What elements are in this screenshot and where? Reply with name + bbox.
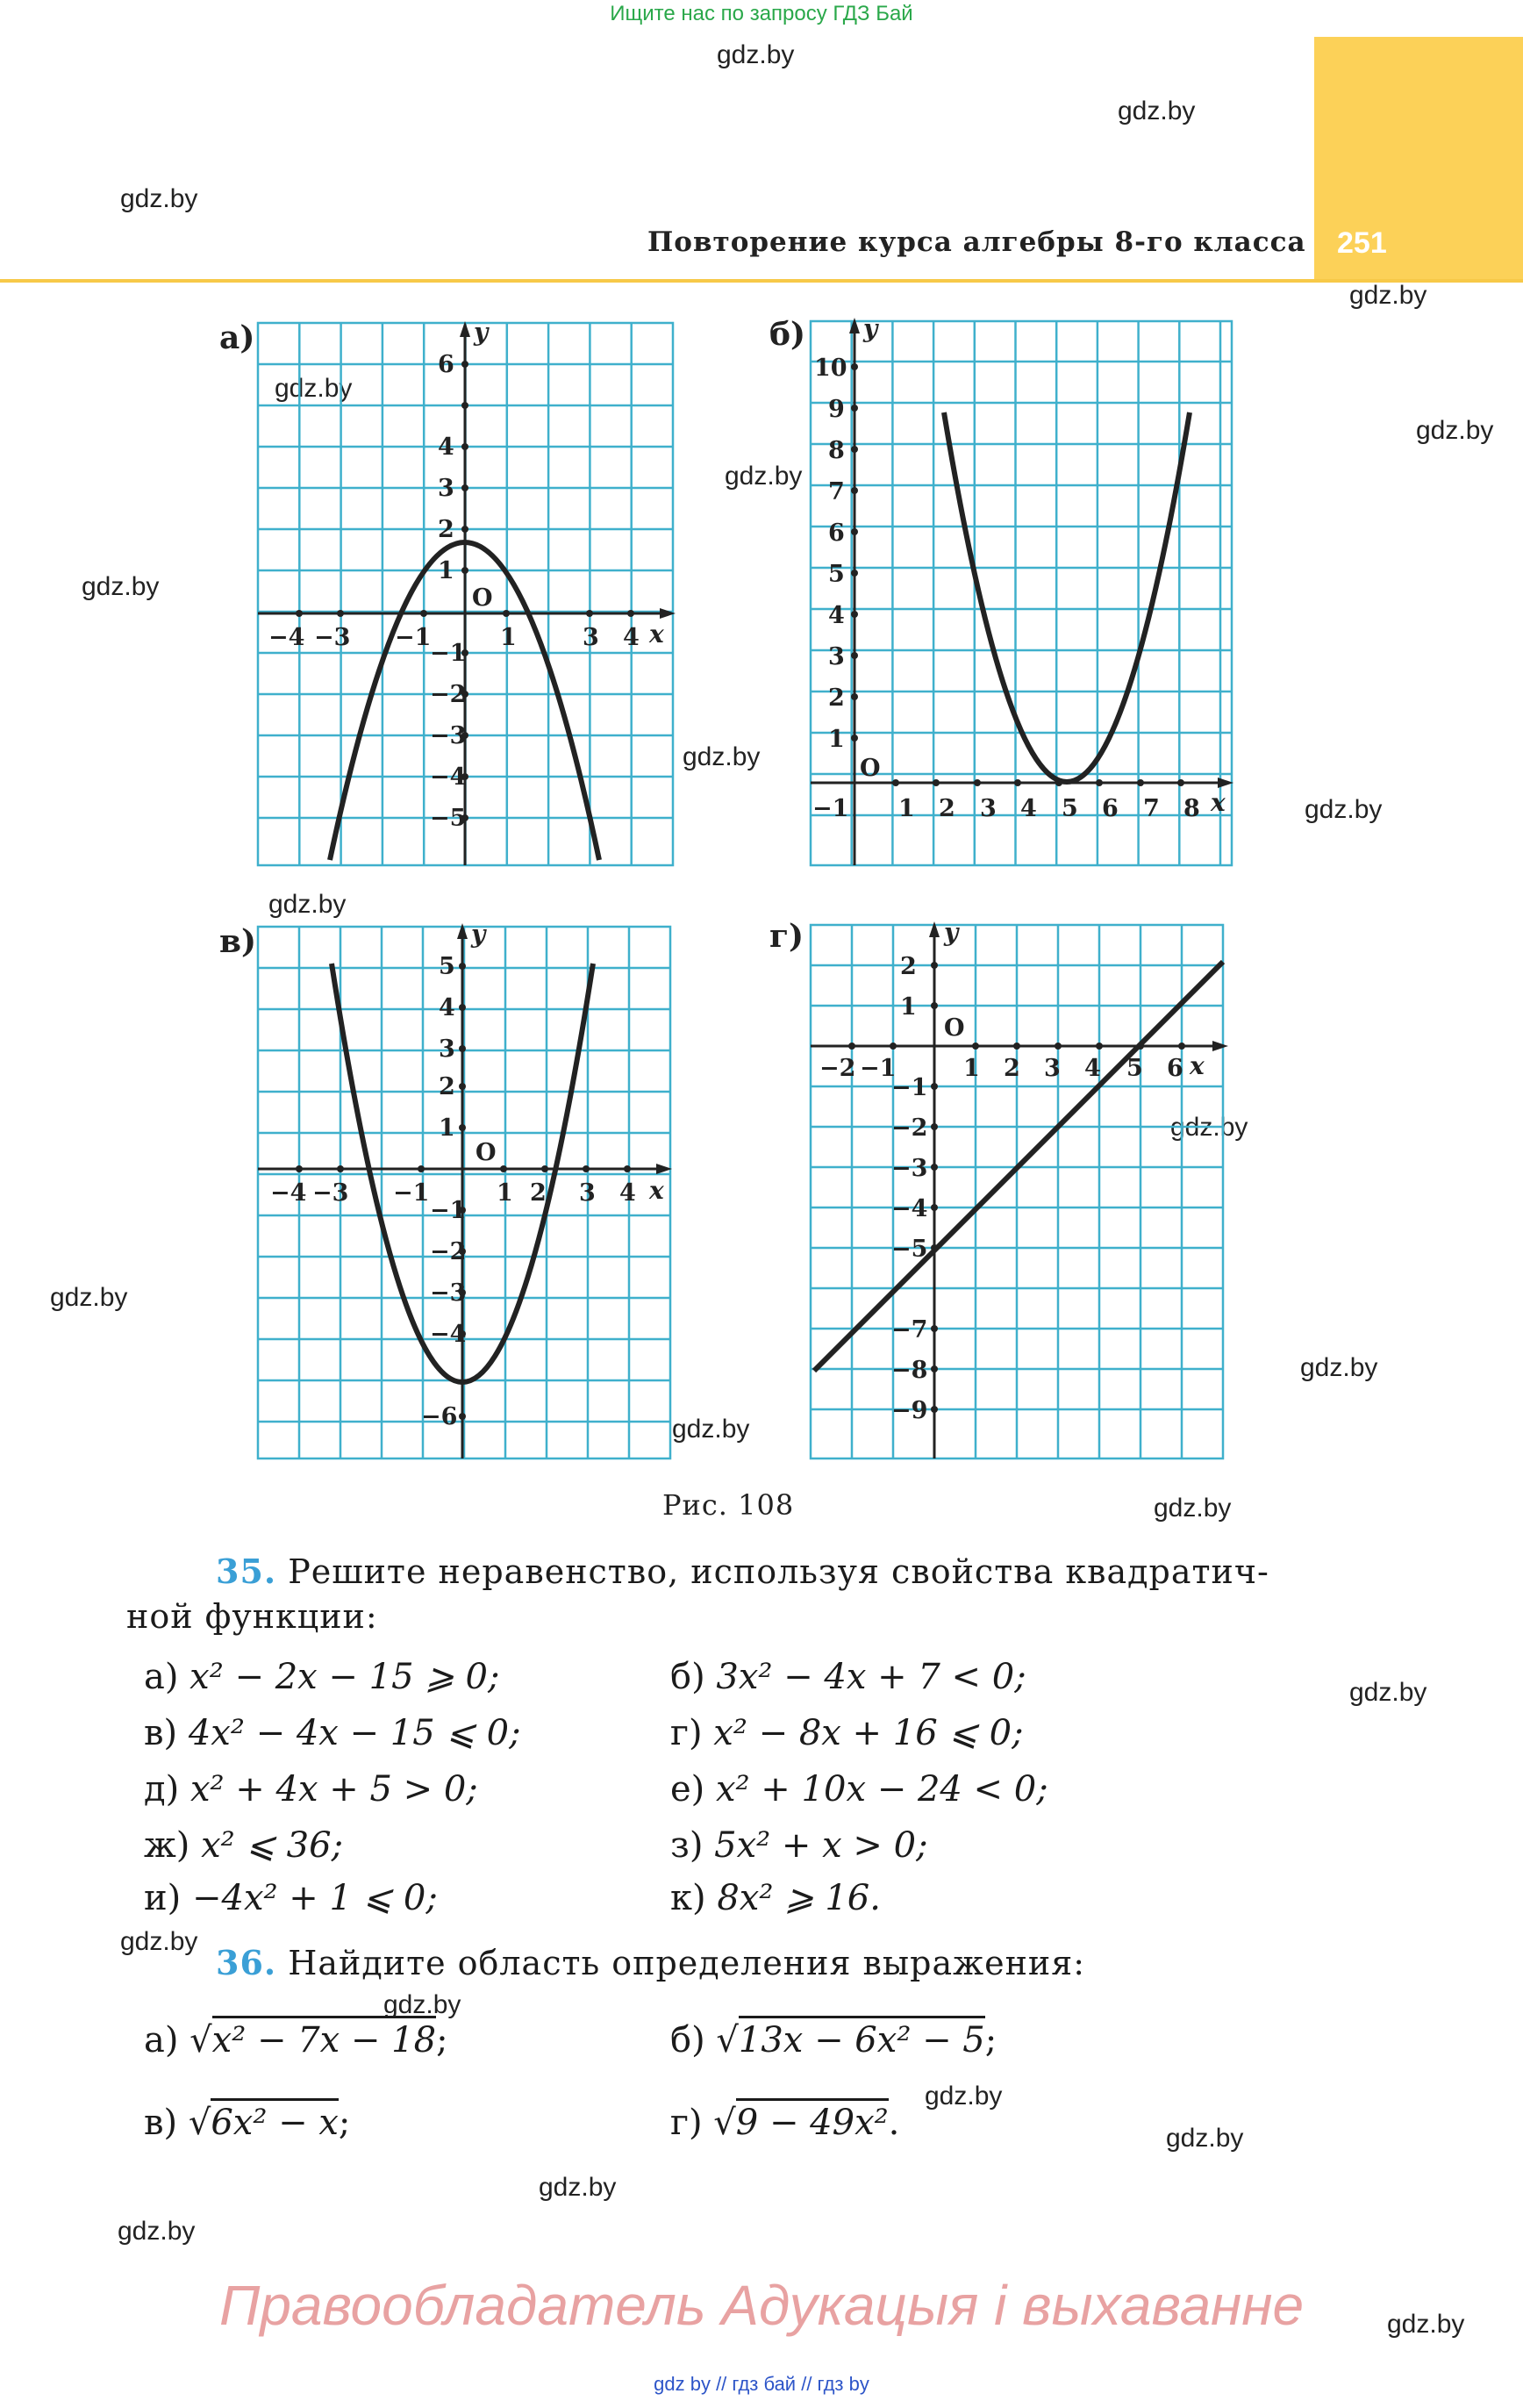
- item-expression: x² + 4x + 5 > 0;: [189, 1769, 478, 1810]
- y-tick: −5: [430, 805, 467, 832]
- watermark: gdz.by: [1300, 1353, 1378, 1382]
- graph-c-label: в): [219, 923, 257, 960]
- y-tick: −6: [421, 1403, 458, 1430]
- graph-d-label: г): [769, 918, 804, 955]
- sqrt-symbol: √: [716, 2020, 739, 2060]
- item-expression: x² − 8x + 16 ⩽ 0;: [713, 1713, 1024, 1753]
- watermark: gdz.by: [120, 184, 198, 213]
- inequality-item: [670, 1878, 881, 1918]
- exercise-35-line1: [216, 1552, 1269, 1591]
- watermark: gdz.by: [1305, 795, 1383, 824]
- figure-caption: Рис. 108: [662, 1488, 795, 1522]
- domain-item: [670, 2020, 997, 2060]
- x-tick: 2: [530, 1179, 547, 1207]
- axis-arrows: [849, 318, 1233, 788]
- x-tick: −2: [819, 1055, 856, 1082]
- y-tick: −3: [891, 1155, 928, 1182]
- y-tick: −3: [430, 722, 467, 749]
- exercise-35-line2: ной функции:: [126, 1597, 378, 1636]
- item-label: в): [144, 2103, 178, 2143]
- item-tail: ;: [338, 2103, 351, 2143]
- y-tick: 4: [439, 994, 455, 1021]
- item-label: б): [670, 2020, 705, 2060]
- watermark: gdz.by: [1349, 1678, 1427, 1707]
- domain-item: [144, 2103, 350, 2143]
- x-tick: −4: [270, 1179, 307, 1207]
- graph-c: [258, 920, 672, 1458]
- copyright-notice: Правообладатель Адукацыя і выхаванне: [218, 2274, 1305, 2337]
- running-title: Повторение курса алгебры 8-го класса: [647, 226, 1306, 258]
- watermark: gdz.by: [717, 40, 795, 69]
- y-tick: 1: [439, 1114, 455, 1142]
- y-axis-label: y: [471, 920, 486, 949]
- item-label: з): [670, 1825, 704, 1866]
- graph-a: [258, 318, 676, 865]
- inequality-item: [670, 1825, 928, 1866]
- x-tick: −1: [395, 624, 432, 651]
- bottom-note[interactable]: gdz by // гдз бай // гдз by: [654, 2373, 869, 2395]
- x-tick: 6: [1102, 795, 1119, 822]
- radicand: 9 − 49x²: [736, 2098, 889, 2143]
- axis-arrows: [296, 923, 672, 1420]
- sqrt-symbol: √: [713, 2103, 736, 2143]
- y-tick: −3: [430, 1279, 467, 1307]
- watermark: gdz.by: [1416, 416, 1494, 445]
- graph-b: [811, 314, 1233, 865]
- item-label: к): [670, 1878, 706, 1918]
- watermark: gdz.by: [925, 2082, 1003, 2111]
- x-tick: −4: [268, 624, 305, 651]
- domain-item: [670, 2103, 899, 2143]
- x-tick: −1: [812, 795, 849, 822]
- header-rule: [0, 279, 1523, 283]
- domain-item: [144, 2020, 448, 2060]
- y-tick: 5: [439, 953, 455, 980]
- y-tick: 2: [900, 953, 917, 980]
- inequality-item: [670, 1769, 1048, 1810]
- watermark: gdz.by: [50, 1283, 128, 1312]
- x-tick: −1: [393, 1179, 430, 1207]
- y-axis-label: y: [474, 318, 489, 347]
- inequality-item: [670, 1713, 1024, 1753]
- item-expression: −4x² + 1 ⩽ 0;: [191, 1878, 438, 1918]
- y-tick: 6: [438, 351, 454, 378]
- item-expression: 5x² + x > 0;: [714, 1825, 928, 1866]
- y-axis-label: y: [944, 918, 959, 947]
- x-tick: 1: [497, 1179, 513, 1207]
- graph-a-label: а): [219, 319, 255, 356]
- x-axis-label: x: [649, 1176, 664, 1205]
- origin-label: O: [944, 1014, 965, 1042]
- y-tick: 2: [828, 684, 845, 712]
- exercise-36-line1: [216, 1943, 1085, 1982]
- inequality-item: [144, 1825, 343, 1866]
- x-tick: 3: [980, 795, 997, 822]
- y-tick: −2: [891, 1114, 928, 1142]
- y-axis-label: y: [863, 314, 878, 343]
- item-label: г): [670, 1713, 703, 1753]
- x-tick: 4: [623, 624, 640, 651]
- x-tick: −3: [312, 1179, 349, 1207]
- watermark: gdz.by: [1387, 2310, 1465, 2339]
- item-label: в): [144, 1713, 178, 1753]
- parabola-curve: [944, 412, 1190, 782]
- top-note[interactable]: Ищите нас по запросу ГДЗ Бай: [610, 2, 913, 25]
- sqrt-symbol: √: [189, 2020, 212, 2060]
- origin-label: O: [860, 755, 881, 782]
- x-tick: −3: [314, 624, 351, 651]
- x-tick: 5: [1062, 795, 1078, 822]
- item-label: б): [670, 1657, 705, 1697]
- page-number: 251: [1337, 226, 1387, 260]
- watermark: gdz.by: [672, 1415, 750, 1444]
- x-tick: 5: [1126, 1055, 1143, 1082]
- y-tick: −4: [430, 763, 467, 791]
- item-label: а): [144, 1657, 179, 1697]
- item-tail: .: [888, 2103, 900, 2143]
- y-tick: −1: [891, 1074, 928, 1101]
- y-tick: 1: [438, 557, 454, 584]
- watermark: gdz.by: [1170, 1113, 1248, 1142]
- x-axis-label: x: [1190, 1051, 1205, 1080]
- item-expression: 8x² ⩾ 16.: [717, 1878, 881, 1918]
- watermark: gdz.by: [1154, 1494, 1232, 1523]
- x-tick: 2: [939, 795, 955, 822]
- item-tail: ;: [984, 2020, 997, 2060]
- y-tick: −2: [430, 681, 467, 708]
- y-tick: −7: [891, 1316, 928, 1344]
- inequality-item: [144, 1713, 521, 1753]
- y-tick: 3: [828, 643, 845, 670]
- watermark: gdz.by: [539, 2173, 617, 2202]
- y-tick: −4: [430, 1321, 467, 1348]
- graph-d: [811, 918, 1228, 1458]
- y-tick: 1: [828, 726, 845, 753]
- watermark: gdz.by: [268, 890, 347, 919]
- graph-b-label: б): [769, 316, 806, 353]
- watermark: gdz.by: [118, 2217, 196, 2246]
- x-tick: 4: [1020, 795, 1037, 822]
- item-tail: ;: [436, 2020, 448, 2060]
- y-tick: 2: [439, 1073, 455, 1100]
- radicand: 6x² − x: [211, 2098, 339, 2143]
- item-label: а): [144, 2020, 179, 2060]
- x-tick: −1: [860, 1055, 897, 1082]
- y-tick: 6: [828, 520, 845, 547]
- item-label: д): [144, 1769, 180, 1810]
- x-tick: 3: [1044, 1055, 1061, 1082]
- radicand: 13x − 6x² − 5: [739, 2016, 985, 2060]
- item-expression: x² ⩽ 36;: [201, 1825, 344, 1866]
- y-tick: 4: [438, 434, 454, 461]
- watermark: gdz.by: [275, 374, 353, 403]
- watermark: gdz.by: [1349, 281, 1427, 310]
- watermark: gdz.by: [82, 572, 160, 601]
- y-tick: −8: [891, 1357, 928, 1384]
- y-tick: 8: [828, 437, 845, 464]
- origin-label: O: [475, 1139, 497, 1166]
- exercise-text: Решите неравенство, используя свойства квадратич-: [288, 1552, 1269, 1591]
- x-tick: 1: [898, 795, 915, 822]
- x-tick: 6: [1167, 1055, 1183, 1082]
- inequality-item: [144, 1878, 438, 1918]
- sqrt-symbol: √: [188, 2103, 211, 2143]
- y-tick: −2: [430, 1238, 467, 1265]
- item-label: е): [670, 1769, 705, 1810]
- item-label: ж): [144, 1825, 190, 1866]
- item-expression: x² − 2x − 15 ⩾ 0;: [189, 1657, 500, 1697]
- y-tick: 3: [438, 475, 454, 502]
- x-tick: 7: [1143, 795, 1160, 822]
- x-tick: 8: [1183, 795, 1200, 822]
- watermark: gdz.by: [120, 1927, 198, 1956]
- y-tick: 3: [439, 1036, 455, 1063]
- y-tick: −5: [891, 1236, 928, 1263]
- y-tick: 7: [828, 478, 845, 505]
- x-tick: 2: [1004, 1055, 1020, 1082]
- x-tick: 1: [963, 1055, 980, 1082]
- y-tick: −4: [891, 1195, 928, 1222]
- inequality-item: [670, 1657, 1026, 1697]
- watermark: gdz.by: [1118, 97, 1196, 125]
- inequality-item: [144, 1769, 478, 1810]
- origin-label: O: [472, 584, 493, 612]
- radicand: x² − 7x − 18: [212, 2016, 436, 2060]
- x-tick: 3: [583, 624, 599, 651]
- item-label: г): [670, 2103, 703, 2143]
- item-expression: 4x² − 4x − 15 ⩽ 0;: [188, 1713, 521, 1753]
- exercise-text: Найдите область определения выражения:: [288, 1944, 1086, 1982]
- x-tick: 4: [619, 1179, 636, 1207]
- item-expression: x² + 10x − 24 < 0;: [716, 1769, 1048, 1810]
- x-tick: 3: [579, 1179, 596, 1207]
- exercise-number: 35.: [216, 1552, 277, 1591]
- item-expression: 3x² − 4x + 7 < 0;: [716, 1657, 1026, 1697]
- y-tick: −1: [430, 640, 467, 667]
- exercise-number: 36.: [216, 1943, 277, 1982]
- y-tick: 10: [814, 355, 847, 382]
- y-tick: −1: [430, 1197, 467, 1224]
- y-tick: 9: [828, 396, 845, 423]
- x-axis-label: x: [1211, 788, 1226, 817]
- watermark: gdz.by: [1166, 2124, 1244, 2153]
- grid: [811, 925, 1223, 1458]
- x-axis-label: x: [649, 620, 664, 649]
- x-tick: 1: [500, 624, 517, 651]
- watermark: gdz.by: [725, 462, 803, 491]
- watermark: gdz.by: [683, 742, 761, 771]
- item-label: и): [144, 1878, 182, 1918]
- y-tick: 5: [828, 561, 845, 588]
- y-tick: 2: [438, 516, 454, 543]
- y-tick: −9: [891, 1397, 928, 1424]
- y-tick: 4: [828, 602, 845, 629]
- watermark: gdz.by: [383, 1990, 461, 2019]
- inequality-item: [144, 1657, 499, 1697]
- x-tick: 4: [1084, 1055, 1101, 1082]
- y-tick: 1: [900, 993, 917, 1021]
